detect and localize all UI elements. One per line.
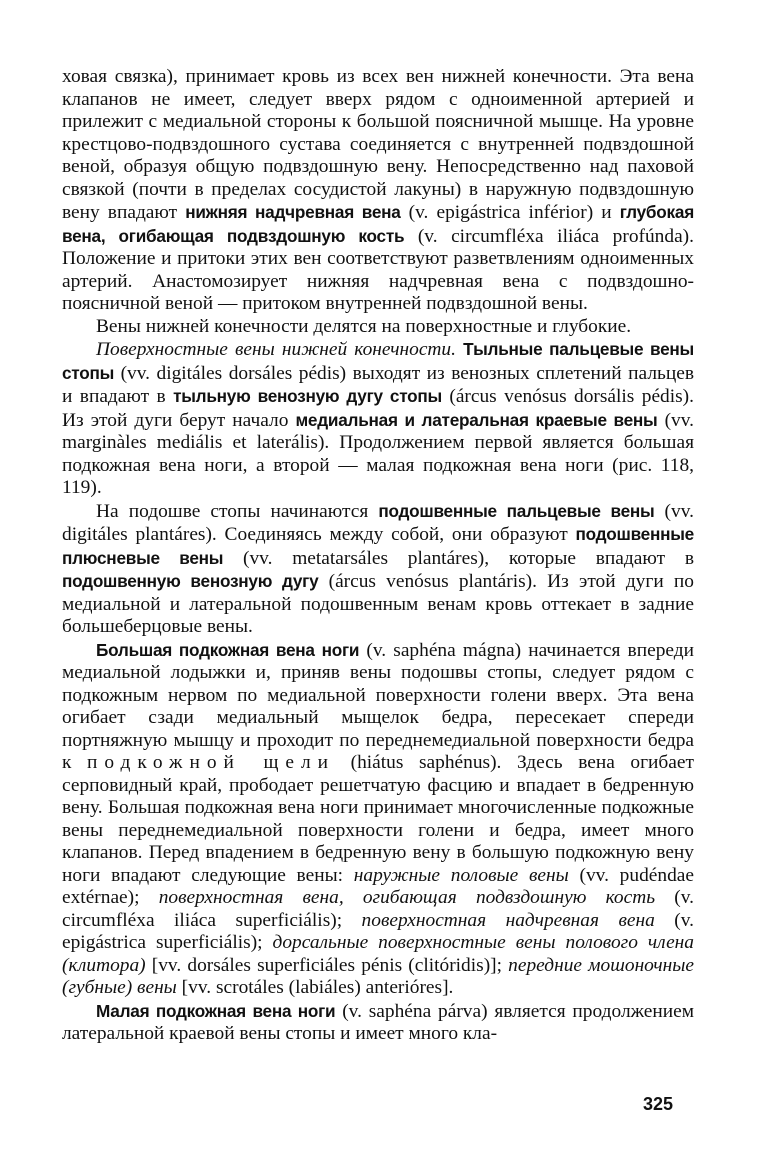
italic-term: поверхностная вена, огибающая подвздошную кость: [158, 887, 656, 908]
text-run: (árcus venósus plantáris). Из этой дуги по медиальной и латеральной подошвенным венам кровь оттекает в задние большеберцовые вены.: [62, 571, 694, 637]
paragraph: [62, 338, 694, 500]
italic-term: поверхностная надчревная вена: [361, 909, 655, 931]
text-run: (vv. digitáles plantáres). Соединяясь между собой, они образуют: [62, 500, 694, 545]
text-run: На подошве стопы начинаются: [96, 500, 379, 522]
bold-term: подошвенные плюсневые вены: [62, 524, 694, 568]
bold-term: тыльную венозную дугу стопы: [173, 386, 442, 406]
bold-term: подошвенную венозную дугу: [62, 571, 319, 591]
page-number: 325: [643, 1094, 674, 1114]
italic-term: передние мошоночные (губные) вены: [62, 954, 694, 998]
bold-term: нижняя надчревная вена: [185, 202, 401, 222]
bold-term: подошвенные пальцевые вены: [378, 500, 655, 521]
text-run: [vv. scrotáles (labiáles) anterióres].: [176, 977, 454, 998]
text-run: (v. saphéna mágna) начинается впереди медиальной лодыжки и, приняв вены подошвы стопы, следует рядом с подкожным нервом по медиальной поверхности голени вверх. Эта вена огибает сзади медиальный мыщелок бедра, пересекает спереди портняжную мышцу и проходит по переднемедиальной поверхности бедра к: [62, 639, 694, 773]
bold-term: медиальная и латеральная краевые вены: [295, 409, 658, 430]
paragraph: [62, 1000, 694, 1046]
paragraph: [62, 316, 694, 339]
bold-term: глубокая вена, огибающая подвздошную кость: [62, 202, 694, 246]
text-run: [vv. dorsáles superficiáles pénis (clitóridis)];: [145, 954, 509, 976]
text-run: ховая связка), принимает кровь из всех вен нижней конечности. Эта вена клапанов не имеет, следует вверх рядом с одноименной артерией и прилежит с медиальной стороны к большой поясничной мышце. На уровне крестцово-подвздошного сустава соединяется с внутренней подвздошной веной, образуя общую подвздошную вену. Непосредственно над паховой связкой (почти в пределах сосудистой лакуны) в наружную подвздошную вену впадают: [62, 66, 694, 223]
text-run: (vv. digitáles dorsáles pédis) выходят из венозных сплетений пальцев и впадают в: [62, 362, 694, 407]
text-run: (v. saphéna párva) является продолжением латеральной краевой вены стопы и имеет много кла-: [62, 1000, 694, 1044]
bold-term: Малая подкожная вена ноги: [96, 1000, 336, 1021]
spaced-term: подкожной щели: [87, 752, 336, 773]
text-run: (hiátus saphénus). Здесь вена огибает серповидный край, прободает решетчатую фасцию и впадает в бедренную вену. Большая подкожная вена ноги принимает многочисленные подкожные вены переднемедиальной поверхности голени и бедра, имеет много клапанов. Перед впадением в бедренную вену в большую подкожную вену ноги впадают следующие вены:: [62, 752, 694, 886]
italic-term: дорсальные поверхностные вены полового члена (клитора): [62, 932, 694, 976]
bold-term: Тыльные пальцевые вены стопы: [62, 339, 694, 383]
text-run: (árcus venósus dorsális pédis). Из этой дуги берут начало: [62, 386, 694, 431]
text-run: (vv. pudéndae extérnae);: [62, 864, 694, 908]
text-run: (vv. marginàles mediális et laterális). Продолжением первой является большая подкожная вена ноги, а второй — малая подкожная вена ноги (рис. 118, 119).: [62, 409, 695, 498]
text-run: (v. circumfléxa iliáca profúnda). Положение и притоки этих вен соответствуют разветвлениям одноименных артерий. Анастомозирует нижняя надчревная вена с подвздошно-поясничной веной — притоком внутренней подвздошной вены.: [62, 225, 694, 314]
italic-term: Поверхностные вены нижней конечности.: [96, 339, 456, 360]
paragraph: [62, 500, 694, 639]
paragraph: [62, 639, 694, 1000]
italic-term: наружные половые вены: [353, 864, 569, 886]
paragraph: [62, 66, 694, 316]
body-text: [62, 66, 694, 1046]
text-run: Вены нижней конечности делятся на поверхностные и глубокие.: [96, 315, 632, 337]
bold-term: Большая подкожная вена ноги: [96, 639, 360, 660]
text-run: (vv. metatarsáles plantáres), которые впадают в: [223, 547, 694, 569]
text-run: (v. circumfléxa iliáca superficiális);: [62, 887, 694, 931]
text-run: (v. epigástrica superficiális);: [62, 909, 694, 953]
text-run: (v. epigástrica inférior) и: [400, 202, 620, 223]
text-run: [456, 339, 463, 360]
